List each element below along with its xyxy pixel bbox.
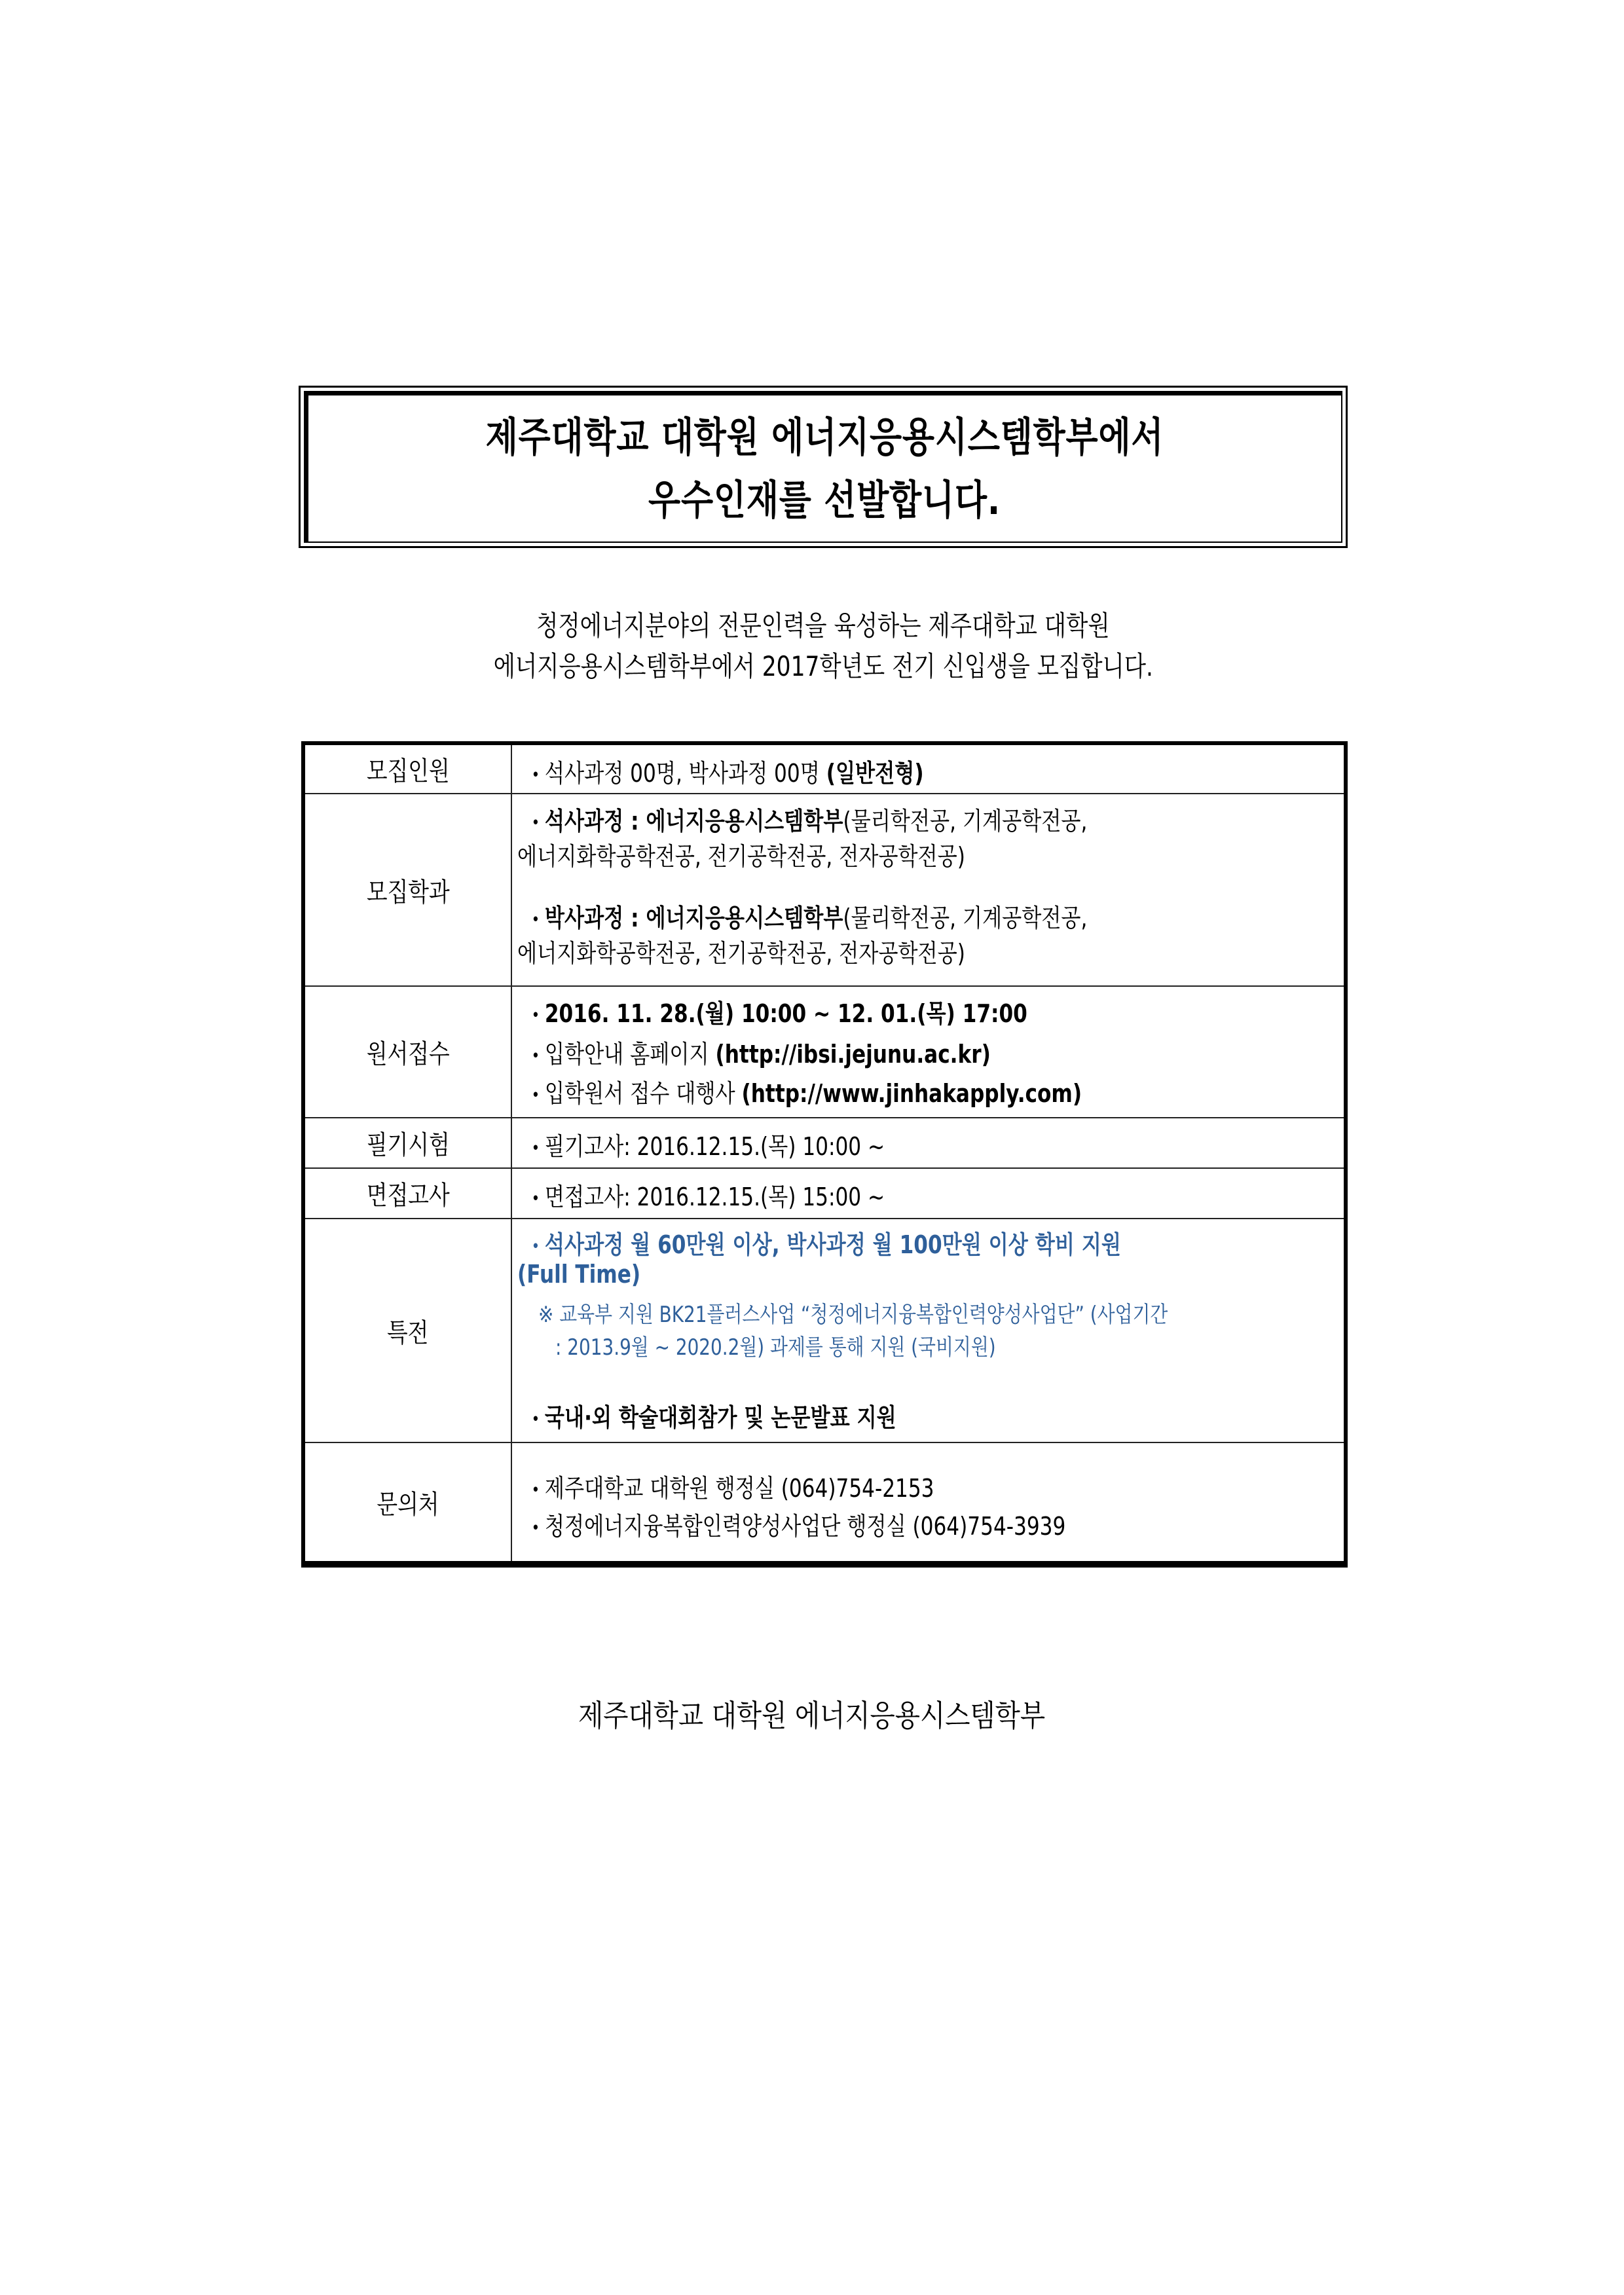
content-line [526,1034,991,1070]
bullet-icon: • [531,813,540,833]
table-row-recruitment-count [305,745,1344,794]
line-bold-text: 석사과정 월 60만원 이상, 박사과정 월 100만원 이상 학비 지원 [544,1230,1121,1259]
row-content [512,1118,1344,1167]
line-text: 입학원서 접수 대행사 [544,1079,742,1108]
bullet-icon: • [531,1236,540,1257]
line-bold-text: 국내·외 학술대회참가 및 논문발표 지원 [544,1403,896,1432]
bullet-icon: • [531,1138,540,1158]
line-bold-text: (Full Time) [517,1260,641,1289]
row-label [305,1219,512,1442]
row-label-text: 원서접수 [366,1039,450,1069]
bullet-icon: • [531,1085,540,1105]
note-text: ※ 교육부 지원 BK21플러스사업 “청정에너지융복합인력양성사업단” (사업기간 [538,1302,1168,1328]
title-line-1: 제주대학교 대학원 에너지응용시스템학부에서 [485,413,1164,461]
line-bold-text: 2016. 11. 28.(월) 10:00 ~ 12. 01.(목) 17:00 [544,999,1027,1028]
content-line [526,993,1027,1029]
line-text: 입학안내 홈페이지 [544,1040,716,1069]
note-line [555,1329,996,1361]
title-box [299,386,1348,548]
content-line [526,1224,1121,1260]
row-label-text: 면접고사 [366,1181,450,1211]
row-label-text: 특전 [387,1317,429,1348]
row-label-text: 모집학과 [366,877,450,908]
intro-text-1: 청정에너지분야의 전문인력을 육성하는 제주대학교 대학원 [536,610,1110,642]
row-content [512,987,1344,1117]
content-line [517,1260,640,1289]
content-line [526,898,1087,934]
admission-url-link[interactable]: (http://ibsi.jejunu.ac.kr) [715,1040,991,1069]
line-bold-text: 박사과정 : 에너지응용시스템학부 [544,904,843,932]
intro-text-2: 에너지응용시스템학부에서 2017학년도 전기 신입생을 모집합니다. [493,650,1153,682]
table-row-contact [305,1443,1344,1561]
table-row-interview [305,1169,1344,1219]
bullet-icon: • [531,909,540,930]
table-row-application [305,987,1344,1118]
row-label [305,745,512,793]
bullet-icon: • [531,1518,540,1538]
row-content [512,745,1344,793]
content-line [526,753,924,789]
line-text: 석사과정 00명, 박사과정 00명 [544,759,826,788]
line-text: 청정에너지융복합인력양성사업단 행정실 (064)754-3939 [544,1512,1066,1541]
row-label [305,1118,512,1167]
content-line [526,1126,885,1162]
content-line [526,1506,1065,1542]
row-label-text: 필기시험 [366,1130,450,1160]
line-text: 제주대학교 대학원 행정실 (064)754-2153 [544,1474,934,1503]
row-content [512,794,1344,985]
content-line [517,836,965,872]
row-label [305,987,512,1117]
row-label-text: 문의처 [377,1489,439,1520]
line-text: 에너지화학공학전공, 전기공학전공, 전자공학전공) [517,939,965,968]
intro-line-1 [299,606,1348,646]
recruitment-info-table [301,741,1348,1568]
row-label [305,1443,512,1561]
table-row-departments [305,794,1344,987]
bullet-icon: • [531,1005,540,1025]
line-bold-text: (일반전형) [826,759,924,788]
row-content [512,1169,1344,1218]
bullet-icon: • [531,765,540,785]
note-text: : 2013.9월 ~ 2020.2월) 과제를 통해 지원 (국비지원) [555,1334,996,1361]
row-label [305,1169,512,1218]
note-line [538,1296,1168,1329]
line-bold-text: 석사과정 : 에너지응용시스템학부 [544,807,843,835]
content-line [526,801,1087,837]
line-text: 에너지화학공학전공, 전기공학전공, 전자공학전공) [517,842,965,871]
bullet-icon: • [531,1046,540,1066]
table-row-benefits [305,1219,1344,1443]
content-line [517,933,965,969]
intro-line-2 [299,646,1348,687]
bullet-icon: • [531,1188,540,1209]
line-text: (물리학전공, 기계공학전공, [843,807,1088,835]
footer-signature [0,1689,1624,1742]
bullet-icon: • [531,1480,540,1500]
content-line [526,1468,934,1504]
line-text: 필기고사: 2016.12.15.(목) 10:00 ~ [544,1132,885,1161]
line-text: (물리학전공, 기계공학전공, [843,904,1088,932]
footer-text: 제주대학교 대학원 에너지응용시스템학부 [578,1698,1046,1733]
content-line [526,1177,885,1213]
content-line [526,1397,896,1433]
table-row-written-exam [305,1118,1344,1169]
title-line-2: 우수인재를 선발합니다. [648,475,1001,524]
line-text: 면접고사: 2016.12.15.(목) 15:00 ~ [544,1183,885,1211]
bullet-icon: • [531,1409,540,1429]
row-label-text: 모집인원 [366,756,450,786]
title-inner-frame [304,391,1342,543]
row-label [305,794,512,985]
application-agency-url-link[interactable]: (http://www.jinhakapply.com) [741,1079,1082,1108]
row-content [512,1219,1344,1442]
content-line [526,1073,1082,1109]
row-content [512,1443,1344,1561]
